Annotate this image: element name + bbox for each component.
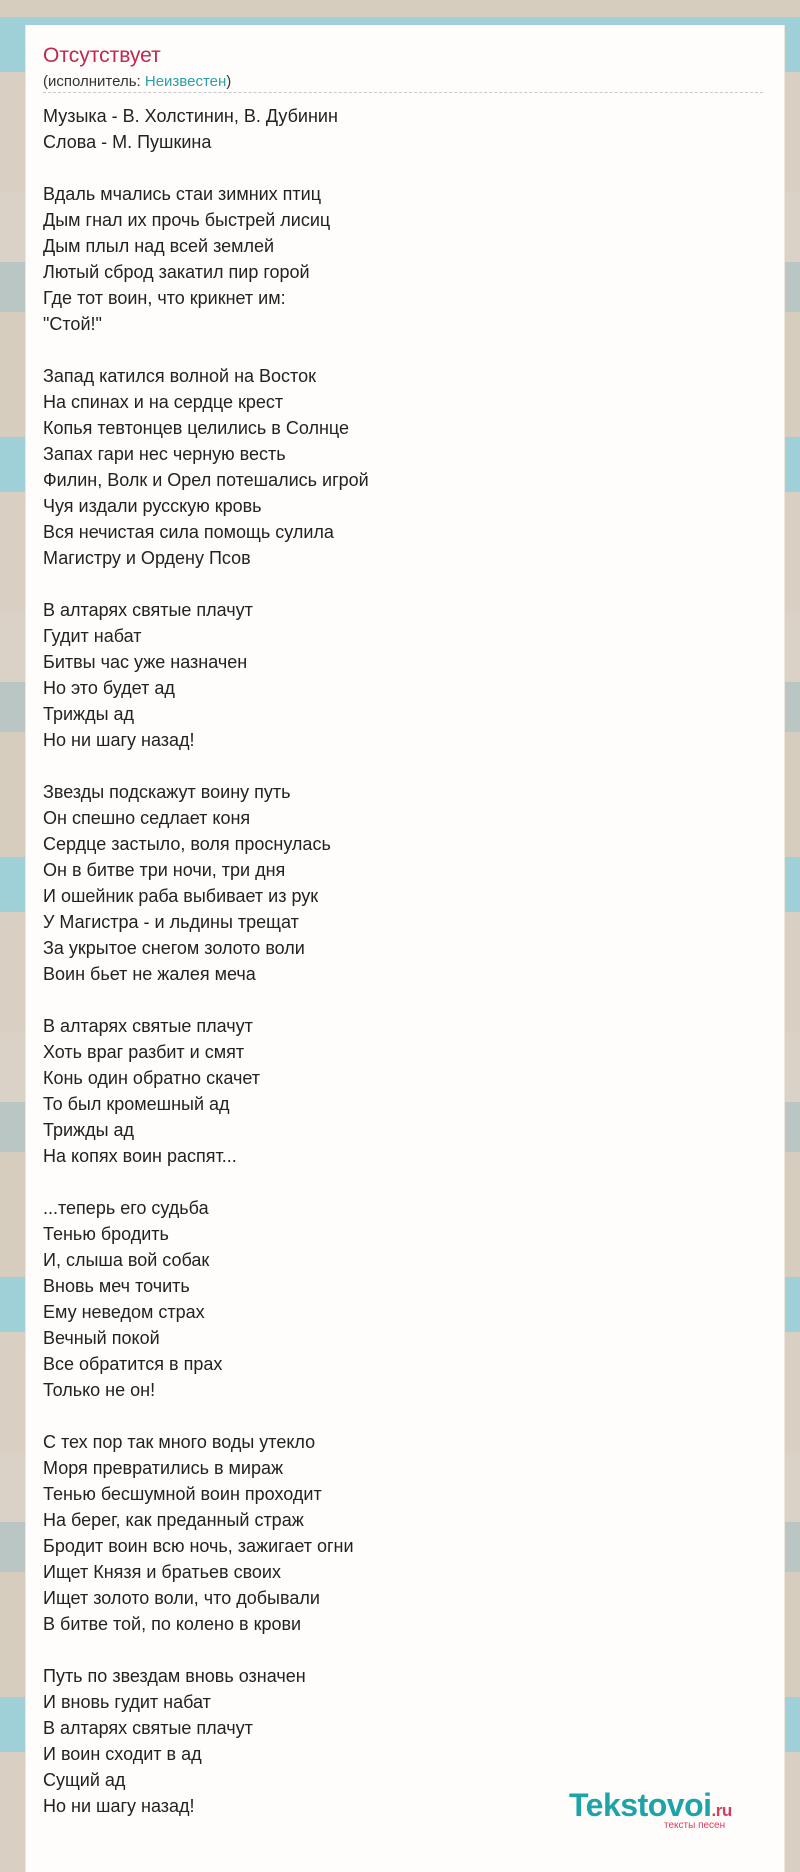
lyric-line: Музыка - В. Холстинин, В. Дубинин: [43, 106, 338, 126]
lyric-line: Ищет золото воли, что добывали: [43, 1588, 320, 1608]
lyric-line: В алтарях святые плачут: [43, 1016, 253, 1036]
lyric-line: [43, 337, 369, 363]
artist-suffix: ): [226, 73, 232, 90]
lyric-line: [43, 987, 369, 1013]
logo-suffix: .ru: [711, 1801, 732, 1820]
lyric-line: Слова - М. Пушкина: [43, 132, 212, 152]
lyric-line: [43, 753, 369, 779]
lyric-line: В алтарях святые плачут: [43, 1718, 253, 1738]
lyric-line: Воин бьет не жалея меча: [43, 964, 256, 984]
lyric-line: С тех пор так много воды утекло: [43, 1432, 316, 1452]
lyric-line: Копья тевтонцев целились в Солнце: [43, 418, 350, 438]
lyric-line: Дым плыл над всей землей: [43, 236, 275, 256]
lyric-line: На берег, как преданный страж: [43, 1510, 304, 1530]
lyric-line: Лютый сброд закатил пир горой: [43, 262, 310, 282]
lyric-line: Но ни шагу назад!: [43, 1796, 195, 1816]
lyric-line: Вновь меч точить: [43, 1276, 190, 1296]
lyric-line: Сущий ад: [43, 1770, 126, 1790]
lyric-line: То был кромешный ад: [43, 1094, 230, 1114]
lyric-line: Битвы час уже назначен: [43, 652, 248, 672]
lyric-line: Он спешно седлает коня: [43, 808, 251, 828]
lyric-line: Но это будет ад: [43, 678, 175, 698]
artist-prefix: (исполнитель:: [43, 73, 145, 90]
lyric-line: Трижды ад: [43, 704, 135, 724]
divider: [43, 92, 763, 93]
lyric-line: [43, 1403, 369, 1429]
lyrics-card: [25, 25, 785, 1872]
lyric-line: "Стой!": [43, 314, 102, 334]
logo-tagline: тексты песен: [664, 1820, 726, 1831]
lyric-line: Гудит набат: [43, 626, 142, 646]
lyric-line: [43, 1169, 369, 1195]
lyric-line: Но ни шагу назад!: [43, 730, 195, 750]
lyric-line: И, слыша вой собак: [43, 1250, 210, 1270]
lyric-line: Дым гнал их прочь быстрей лисиц: [43, 210, 331, 230]
lyric-line: Тенью бесшумной воин проходит: [43, 1484, 322, 1504]
lyric-line: Трижды ад: [43, 1120, 135, 1140]
lyric-line: Запах гари нес черную весть: [43, 444, 286, 464]
lyric-line: Сердце застыло, воля проснулась: [43, 834, 331, 854]
lyric-line: Ему неведом страх: [43, 1302, 205, 1322]
lyric-line: Все обратится в прах: [43, 1354, 223, 1374]
lyric-line: Чуя издали русскую кровь: [43, 496, 262, 516]
logo-wordmark: [569, 1789, 732, 1821]
logo-main-text: Tekstovoi: [569, 1787, 712, 1823]
lyric-line: [43, 155, 369, 181]
lyric-line: Моря превратились в мираж: [43, 1458, 284, 1478]
lyric-line: [43, 571, 369, 597]
lyric-line: В битве той, по колено в крови: [43, 1614, 302, 1634]
lyric-line: И вновь гудит набат: [43, 1692, 211, 1712]
lyric-line: Вечный покой: [43, 1328, 160, 1348]
lyric-line: На копях воин распят...: [43, 1146, 237, 1166]
lyric-line: Звезды подскажут воину путь: [43, 782, 291, 802]
song-title: Отсутствует: [43, 44, 161, 67]
lyric-line: Бродит воин всю ночь, зажигает огни: [43, 1536, 354, 1556]
lyric-line: Хоть враг разбит и смят: [43, 1042, 245, 1062]
lyric-line: Ищет Князя и братьев своих: [43, 1562, 281, 1582]
lyric-line: В алтарях святые плачут: [43, 600, 253, 620]
lyric-line: Путь по звездам вновь означен: [43, 1666, 306, 1686]
lyric-line: На спинах и на сердце крест: [43, 392, 284, 412]
site-logo[interactable]: [569, 1789, 769, 1839]
lyric-line: ...теперь его судьба: [43, 1198, 209, 1218]
lyric-line: Он в битве три ночи, три дня: [43, 860, 286, 880]
lyric-line: Магистру и Ордену Псов: [43, 548, 251, 568]
lyric-line: Вдаль мчались стаи зимних птиц: [43, 184, 322, 204]
lyric-line: И воин сходит в ад: [43, 1744, 202, 1764]
lyric-line: Запад катился волной на Восток: [43, 366, 316, 386]
lyric-line: И ошейник раба выбивает из рук: [43, 886, 319, 906]
lyric-line: Только не он!: [43, 1380, 156, 1400]
artist-link[interactable]: Неизвестен: [144, 73, 227, 90]
artist-line: [43, 73, 231, 91]
lyrics-text: [43, 103, 369, 1819]
lyric-line: Вся нечистая сила помощь сулила: [43, 522, 334, 542]
lyric-line: [43, 1637, 369, 1663]
lyric-line: Конь один обратно скачет: [43, 1068, 260, 1088]
lyric-line: Филин, Волк и Орел потешались игрой: [43, 470, 369, 490]
lyric-line: Где тот воин, что крикнет им:: [43, 288, 286, 308]
lyric-line: За укрытое снегом золото воли: [43, 938, 305, 958]
lyric-line: Тенью бродить: [43, 1224, 169, 1244]
lyric-line: У Магистра - и льдины трещат: [43, 912, 299, 932]
